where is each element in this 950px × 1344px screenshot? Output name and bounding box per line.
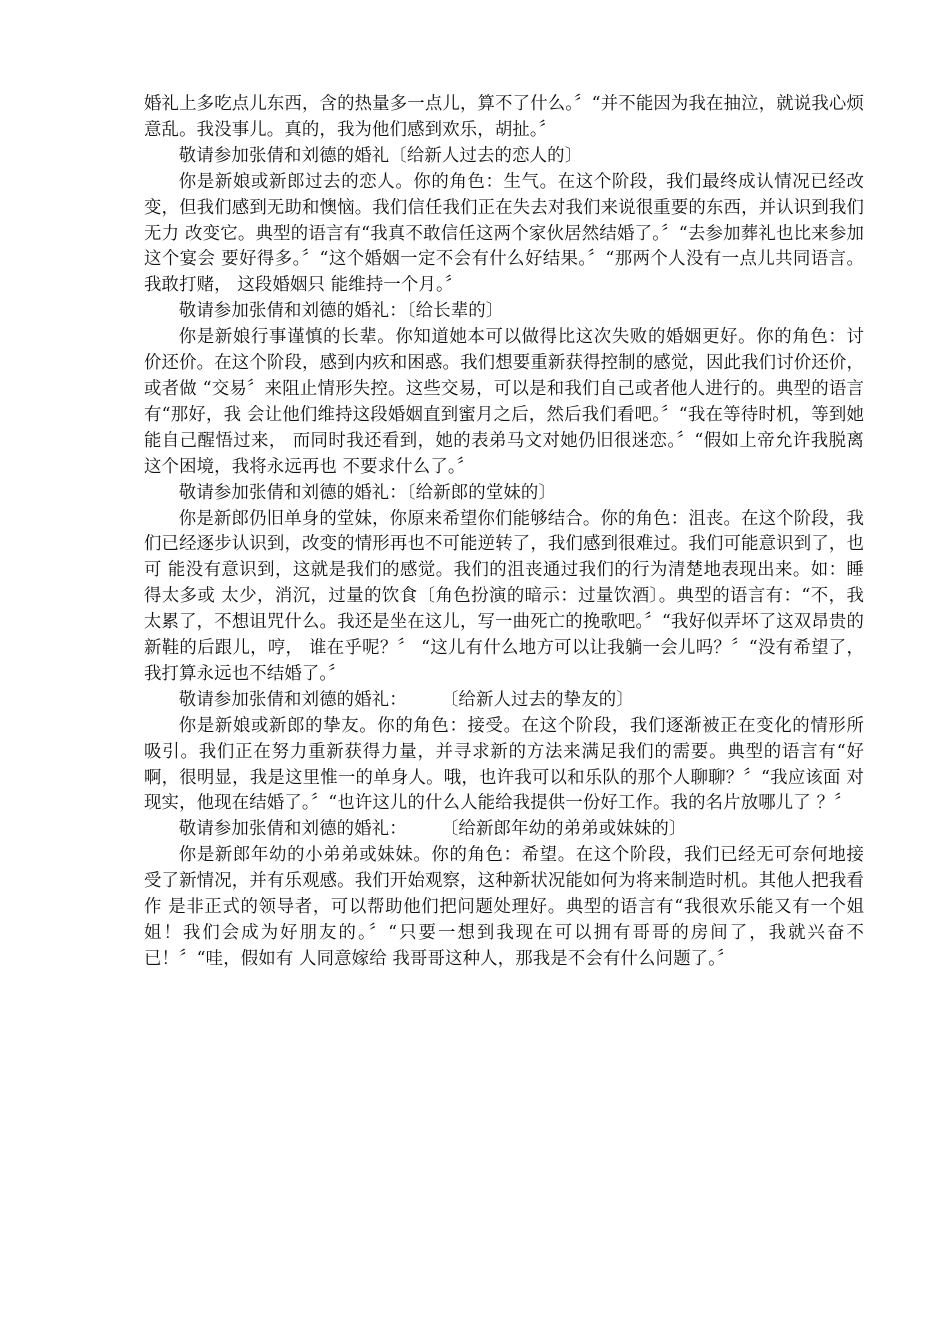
- invitation-heading-best-friend: 敬请参加张倩和刘德的婚礼： 〔给新人过去的挚友的〕: [178, 689, 634, 710]
- invitation-heading-elder: 敬请参加张倩和刘德的婚礼：〔给长辈的〕: [178, 301, 504, 322]
- document-body: [144, 92, 864, 973]
- paragraph-best-friend: 你是新娘或新郎的挚友。你的角色：接受。在这个阶段，我们逐渐被正在变化的情形所 吸引。我们正在努力重新获得力量，并寻求新的方法来满足我们的需要。典型的语言有“好 啊，很明显，我是这里惟一的单身人。哦，也许我可以和乐队的那个人聊聊？〞“我应该面 对现实，他现在结婚了。〞“也许这儿的什么人能给我提供一份好工作。我的名片放哪儿了 ？〞: [144, 715, 864, 814]
- invitation-heading-young-sibling: 敬请参加张倩和刘德的婚礼： 〔给新郎年幼的弟弟或妹妹的〕: [178, 819, 687, 840]
- paragraph-continuation: 婚礼上多吃点儿东西，含的热量多一点儿，算不了什么。〞“并不能因为我在抽泣，就说我心烦意乱。我没事儿。真的，我为他们感到欢乐，胡扯。〞: [144, 94, 864, 140]
- invitation-heading-former-lover: 敬请参加张倩和刘德的婚礼〔给新人过去的恋人的〕: [178, 145, 583, 166]
- paragraph-elder: 你是新娘行事谨慎的长辈。你知道她本可以做得比这次失败的婚姻更好。你的角色：讨 价还价。在这个阶段，感到内疚和困惑。我们想要重新获得控制的感觉，因此我们讨价还价，或者做 “交易〞来阻止情形失控。这些交易，可以是和我们自己或者他人进行的。典型的语言有“那好，我 会让他们维持这段婚姻直到蜜月之后，然后我们看吧。〞“我在等待时机，等到她能自己醒悟过来， 而同时我还看到，她的表弟马文对她仍旧很迷恋。〞“假如上帝允许我脱离这个困境，我将永远再也 不要求什么了。〞: [144, 327, 864, 477]
- paragraph-cousin: 你是新郎仍旧单身的堂妹，你原来希望你们能够结合。你的角色：沮丧。在这个阶段，我们已经逐步认识到，改变的情形再也不可能逆转了，我们感到很难过。我们可能意识到了，也可 能没有意识到，这就是我们的感觉。我们的沮丧通过我们的行为清楚地表现出来。如：睡得太多或 太少，消沉，过量的饮食〔角色扮演的暗示：过量饮酒〕。典型的语言有：“不，我太累了，不想诅咒什么。我还是坐在这儿，写一曲死亡的挽歌吧。〞“我好似弄坏了这双昂贵的新鞋的后跟儿，哼， 谁在乎呢？〞 “这儿有什么地方可以让我躺一会儿吗？〞“没有希望了，我打算永远也不结婚了。〞: [144, 508, 864, 684]
- paragraph-former-lover: 你是新娘或新郎过去的恋人。你的角色：生气。在这个阶段，我们最终成认情况已经改 变，但我们感到无助和懊恼。我们信任我们正在失去对我们来说很重要的东西，并认识到我们无力 改变它。典型的语言有“我真不敢信任这两个家伙居然结婚了。〞“去参加葬礼也比来参加这个宴会 要好得多。〞“这个婚姻一定不会有什么好结果。〞“那两个人没有一点儿共同语言。我敢打赌， 这段婚姻只 能维持一个月。〞: [144, 171, 864, 296]
- paragraph-young-sibling: 你是新郎年幼的小弟弟或妹妹。你的角色：希望。在这个阶段，我们已经无可奈何地接 受了新情况，并有乐观感。我们开始观察，这种新状况能如何为将来制造时机。其他人把我看作 是非正式的领导者，可以帮助他们把问题处理好。典型的语言有“我很欢乐能又有一个姐姐！我们会成为好朋友的。〞“只要一想到我现在可以拥有哥哥的房间了，我就兴奋不已！〞“哇，假如有 人同意嫁给 我哥哥这种人，那我是不会有什么问题了。〞: [144, 845, 864, 969]
- invitation-heading-cousin: 敬请参加张倩和刘德的婚礼：〔给新郎的堂妹的〕: [178, 482, 556, 503]
